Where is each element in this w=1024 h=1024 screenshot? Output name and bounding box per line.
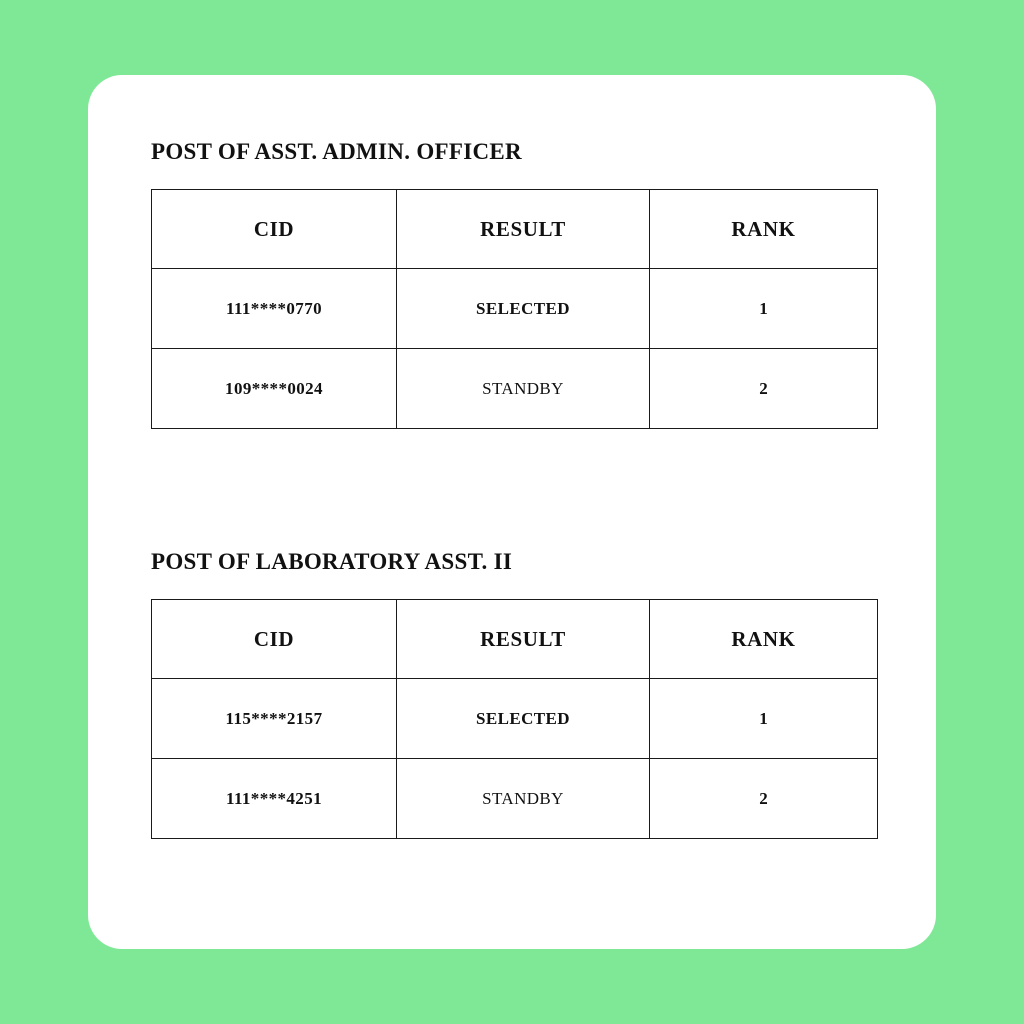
cell-cid: 109****0024 xyxy=(152,349,397,429)
section-laboratory-asst-ii xyxy=(88,549,936,839)
cell-result: STANDBY xyxy=(397,349,650,429)
table-header-row xyxy=(152,190,878,269)
cell-result: SELECTED xyxy=(397,679,650,759)
cell-cid: 111****0770 xyxy=(152,269,397,349)
cell-rank: 1 xyxy=(650,679,878,759)
section-asst-admin-officer xyxy=(88,139,936,429)
section-title: POST OF ASST. ADMIN. OFFICER xyxy=(151,139,522,164)
cell-rank: 1 xyxy=(650,269,878,349)
table-row xyxy=(152,679,878,759)
cell-result: STANDBY xyxy=(397,759,650,839)
section-title: POST OF LABORATORY ASST. II xyxy=(151,549,513,574)
cell-result: SELECTED xyxy=(397,269,650,349)
results-card xyxy=(88,75,936,949)
column-header-rank: RANK xyxy=(650,190,878,269)
column-header-result: RESULT xyxy=(397,190,650,269)
table-row xyxy=(152,269,878,349)
cell-cid: 111****4251 xyxy=(152,759,397,839)
cell-rank: 2 xyxy=(650,759,878,839)
table-row xyxy=(152,759,878,839)
cell-cid: 115****2157 xyxy=(152,679,397,759)
column-header-cid: CID xyxy=(152,190,397,269)
column-header-rank: RANK xyxy=(650,600,878,679)
column-header-cid: CID xyxy=(152,600,397,679)
cell-rank: 2 xyxy=(650,349,878,429)
results-table-asst-admin-officer xyxy=(151,189,878,429)
results-table-laboratory-asst-ii xyxy=(151,599,878,839)
column-header-result: RESULT xyxy=(397,600,650,679)
table-row xyxy=(152,349,878,429)
table-header-row xyxy=(152,600,878,679)
